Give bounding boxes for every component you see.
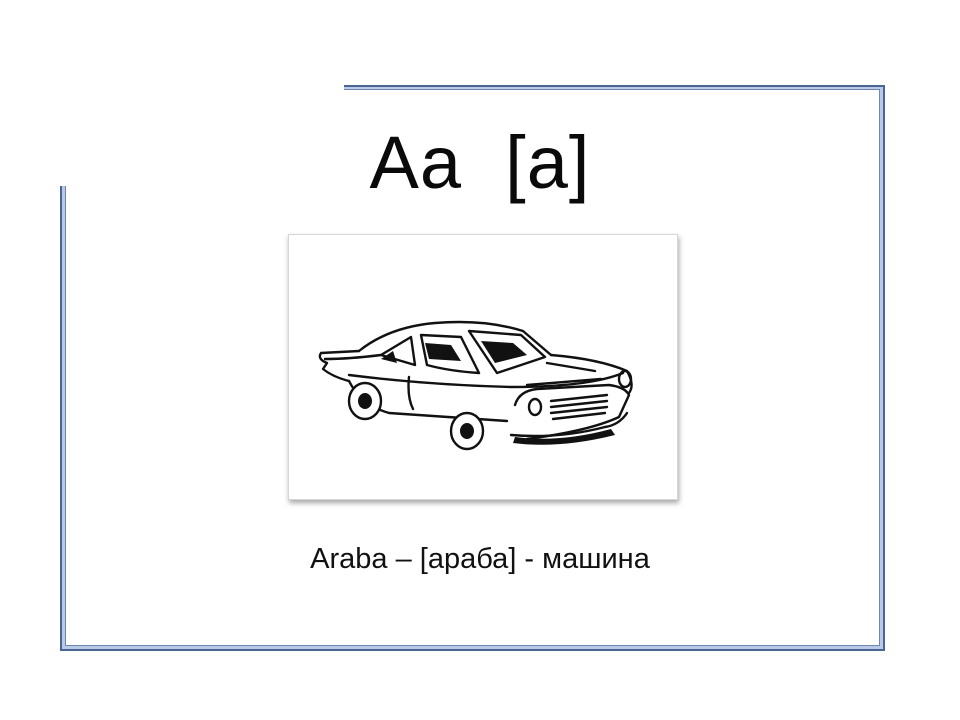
car-icon	[289, 235, 677, 499]
car-picture	[288, 234, 678, 500]
slide-title: Aa [a]	[369, 121, 591, 204]
slide-caption: Araba – [араба] - машина	[310, 543, 650, 575]
